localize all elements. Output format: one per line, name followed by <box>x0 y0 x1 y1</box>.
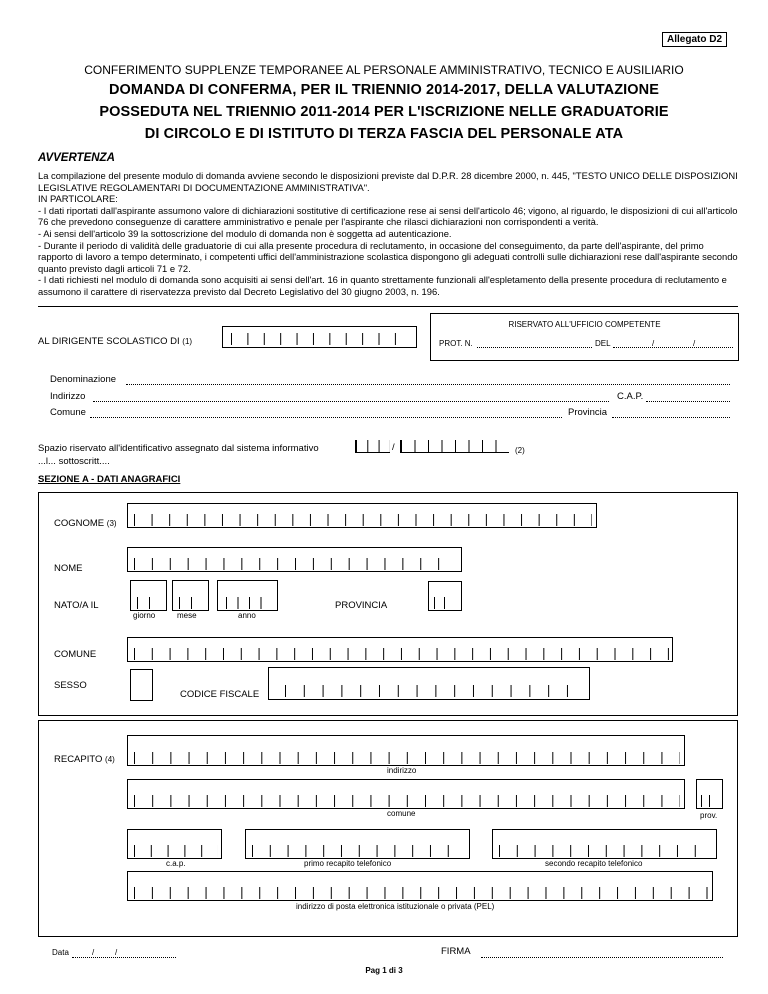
indirizzo-field[interactable] <box>93 401 609 402</box>
giorno-field[interactable] <box>130 580 167 611</box>
form-title-line2: POSSEDUTA NEL TRIENNIO 2011-2014 PER L'ISCRIZIONE NELLE GRADUATORIE <box>99 104 669 120</box>
prot-field[interactable] <box>477 347 592 348</box>
prot-label: PROT. N. <box>439 339 473 348</box>
indirizzo-label: Indirizzo <box>50 391 86 402</box>
comune-nascita-field[interactable] <box>127 637 673 662</box>
anno-field[interactable] <box>217 580 278 611</box>
provincia-field[interactable] <box>612 417 730 418</box>
codice-fiscale-field[interactable] <box>268 667 590 700</box>
form-title-line3: DI CIRCOLO E DI ISTITUTO DI TERZA FASCIA DEL PERSONALE ATA <box>144 126 624 142</box>
provincia-nascita-field[interactable] <box>428 581 462 611</box>
al-dirigente-label: AL DIRIGENTE SCOLASTICO DI (1) <box>38 336 193 347</box>
del-date-field[interactable] <box>613 347 733 348</box>
recapito-label: RECAPITO (4) <box>54 754 115 765</box>
cap-field[interactable] <box>646 401 730 402</box>
riservato-box: RISERVATO ALL'UFFICIO COMPETENTE PROT. N. DEL / / <box>430 313 739 361</box>
form-subtitle: CONFERIMENTO SUPPLENZE TEMPORANEE AL PERSONALE AMMINISTRATIVO, TECNICO E AUSILIARIO <box>84 63 684 77</box>
nome-label: NOME <box>54 563 83 574</box>
secondo-telefono-field[interactable] <box>492 829 717 859</box>
comune-label: Comune <box>50 407 86 418</box>
pel-field[interactable] <box>127 871 713 901</box>
nato-label: NATO/A IL <box>54 600 99 611</box>
sezione-a-title: SEZIONE A - DATI ANAGRAFICI <box>38 474 181 485</box>
recapito-prov-label: prov. <box>700 811 718 820</box>
firma-field[interactable] <box>481 957 723 958</box>
recapito-indirizzo-field[interactable] <box>127 735 685 766</box>
sesso-field[interactable] <box>130 669 153 701</box>
giorno-label: giorno <box>133 611 156 620</box>
avvertenza-title: AVVERTENZA <box>38 152 115 164</box>
pel-label: indirizzo di posta elettronica istituzionale o privata (PEL) <box>296 902 495 911</box>
codice-fiscale-label: CODICE FISCALE <box>180 689 260 700</box>
form-title-line1: DOMANDA DI CONFERMA, PER IL TRIENNIO 2014-2017, DELLA VALUTAZIONE <box>108 82 660 98</box>
provincia-label: Provincia <box>568 407 608 418</box>
del-label: DEL <box>595 339 611 348</box>
avvertenza-text: La compilazione del presente modulo di domanda avviene secondo le disposizioni previste dal D.P.R. 28 dicembre 2000, n. 445, "TESTO UNICO DELLE DISPOSIZIONI LEGISLATIVE REGOLAMENTARI DI DOCUMENTAZIONE AMMINISTRATIVA". IN PARTICOLARE: - I dati riportati dall'aspirante assumono valore di dichiarazioni sostitutive di certificazione rese ai sensi dell'articolo 46; vigono, al riguardo, le disposizioni di cui all'articolo 76 che prevedono conseguenze di carattere amministrativo e penale per l'aspirante che rilasci dichiarazioni non corrispondenti a verità. - Ai sensi dell'articolo 39 la sottoscrizione del modulo di domanda non è soggetta ad autenticazione. - Durante il periodo di validità delle graduatorie di cui alla presente procedura di reclutamento, in occasione del conseguimento, da parte dell'aspirante, del primo rapporto di lavoro a tempo determinato, i competenti uffici dell'amministrazione scolastica dispongono gli adeguati controlli sulle dichiarazioni rese dall'aspirante secondo quanto previsto dagli articoli 71 e 72. - I dati richiesti nel modulo di domanda sono acquisiti ai sensi dell'art. 16 in quanto strettamente funzionali all'espletamento della presente procedura di reclutamento e assumono il carattere di riservatezza previsto dal Decreto Legislativo del 30 giugno 2003, n. 196. <box>38 170 738 297</box>
recapito-prov-field[interactable] <box>696 779 723 809</box>
divider <box>38 306 738 307</box>
nome-field[interactable] <box>127 547 462 572</box>
comune-field[interactable] <box>90 417 562 418</box>
identificativo-label: Spazio riservato all'identificativo assegnato dal sistema informativo <box>38 443 319 454</box>
identificativo-number-field[interactable] <box>400 440 509 453</box>
anno-label: anno <box>238 611 256 620</box>
sottoscritto-label: ...l... sottoscritt.... <box>38 456 110 467</box>
data-label: Data <box>52 948 69 957</box>
denominazione-field[interactable] <box>126 384 730 385</box>
identificativo-prefix-field[interactable] <box>355 440 390 453</box>
firma-label: FIRMA <box>441 946 471 957</box>
recapito-indirizzo-label: indirizzo <box>387 766 417 775</box>
mese-label: mese <box>177 611 197 620</box>
scuola-code-field[interactable] <box>222 326 417 348</box>
page-number: Pag 1 di 3 <box>365 966 403 975</box>
denominazione-label: Denominazione <box>50 374 117 385</box>
riservato-title: RISERVATO ALL'UFFICIO COMPETENTE <box>508 320 661 329</box>
sesso-label: SESSO <box>54 680 87 691</box>
comune-nascita-label: COMUNE <box>54 649 97 660</box>
cap-label: C.A.P. <box>617 391 644 402</box>
primo-telefono-field[interactable] <box>245 829 470 859</box>
recapito-cap-label: c.a.p. <box>166 859 186 868</box>
recapito-comune-label: comune <box>387 809 416 818</box>
recapito-cap-field[interactable] <box>127 829 222 859</box>
primo-telefono-label: primo recapito telefonico <box>304 859 392 868</box>
data-field[interactable] <box>72 957 176 958</box>
recapito-comune-field[interactable] <box>127 779 685 809</box>
secondo-telefono-label: secondo recapito telefonico <box>545 859 643 868</box>
cognome-label: COGNOME (3) <box>54 518 117 529</box>
provincia-nascita-label: PROVINCIA <box>335 600 388 611</box>
allegato-label: Allegato D2 <box>662 32 727 47</box>
cognome-field[interactable] <box>127 503 597 528</box>
mese-field[interactable] <box>172 580 209 611</box>
